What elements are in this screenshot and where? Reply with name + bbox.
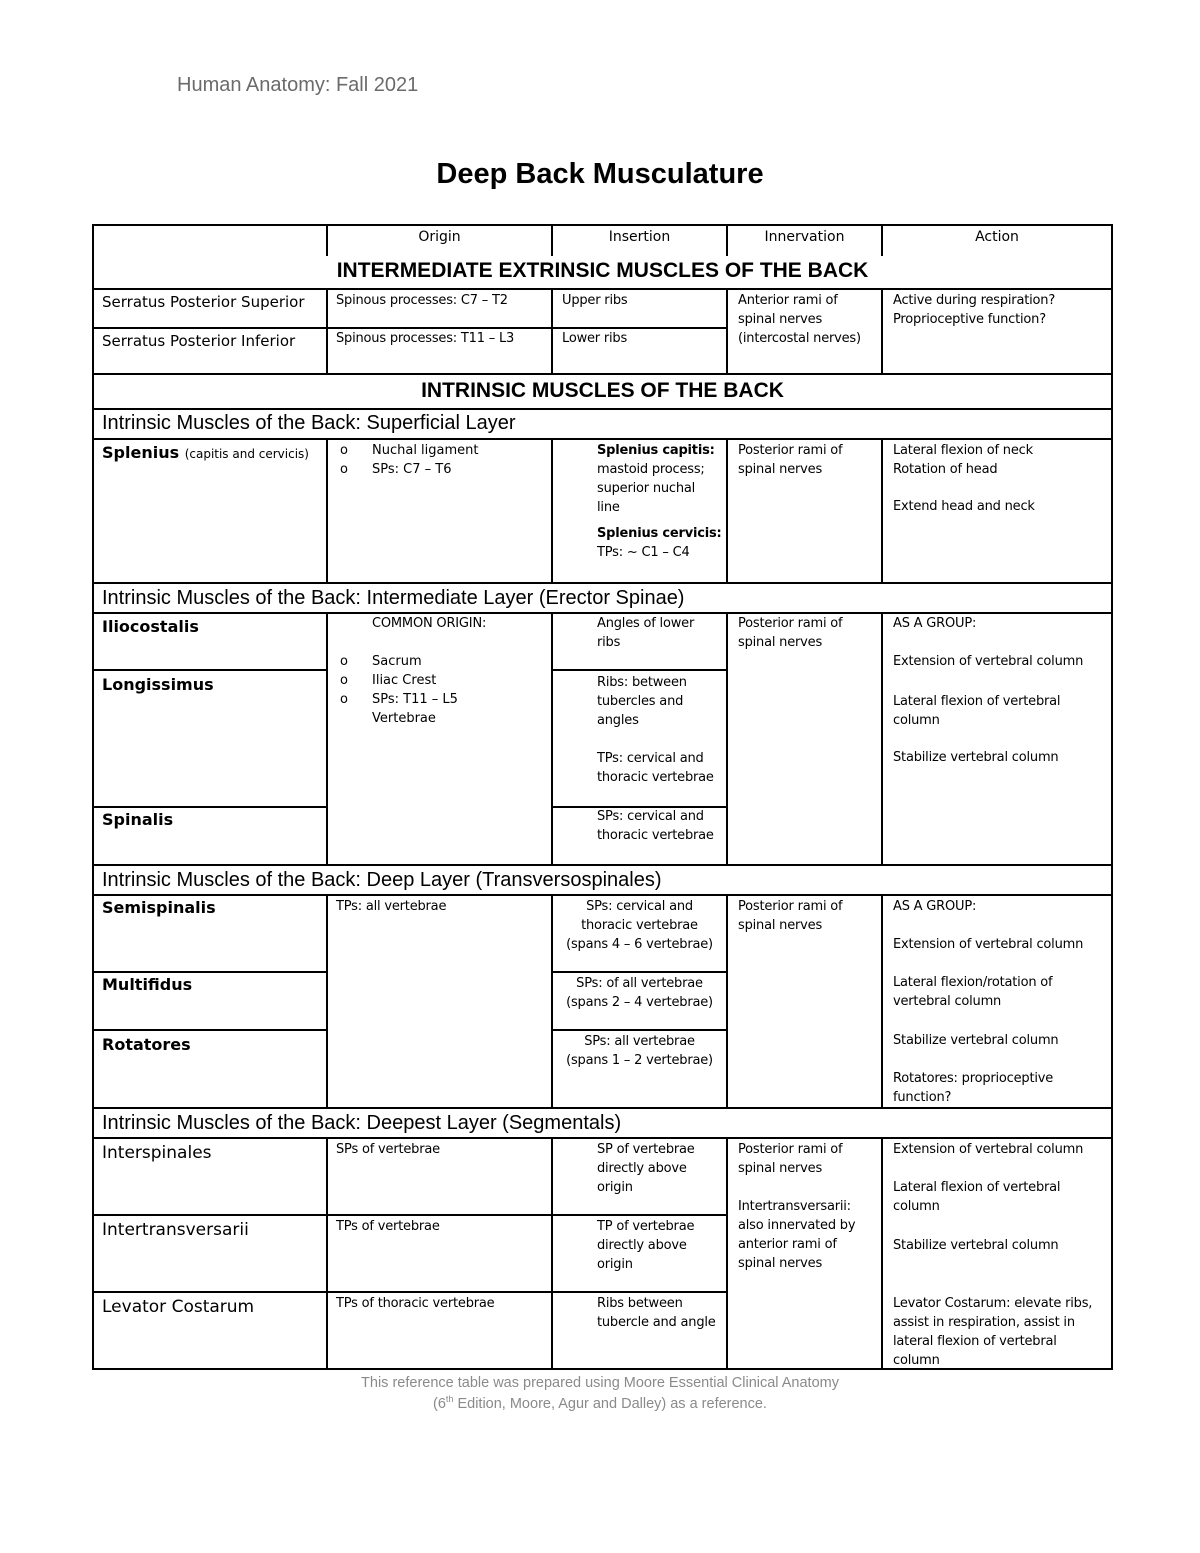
origin-item: Iliac Crest bbox=[372, 673, 437, 688]
page-header: Human Anatomy: Fall 2021 bbox=[177, 74, 419, 96]
action-cell: Extend head and neck bbox=[893, 499, 1035, 514]
rule bbox=[726, 1137, 728, 1370]
innervation-cell: Posterior rami of spinal nerves bbox=[738, 1142, 843, 1176]
layer-heading-deep: Intrinsic Muscles of the Back: Deep Layer (Transversospinales) bbox=[102, 869, 662, 891]
footer-text: Edition, Moore, Agur and Dalley) as a reference. bbox=[453, 1396, 767, 1412]
insertion-cell: SPs: cervical and thoracic vertebrae bbox=[597, 809, 714, 843]
insertion-cell: SPs: all vertebrae (spans 1 – 2 vertebrae) bbox=[566, 1034, 713, 1068]
innervation-cell: Posterior rami of spinal nerves bbox=[738, 616, 843, 650]
rule bbox=[326, 438, 328, 584]
muscle-name: Longissimus bbox=[102, 675, 214, 694]
muscle-name: Interspinales bbox=[102, 1143, 212, 1163]
rule bbox=[92, 408, 1113, 410]
muscle-name: Levator Costarum bbox=[102, 1297, 255, 1317]
insertion-cell: TP of vertebrae directly above origin bbox=[597, 1219, 695, 1272]
rule bbox=[726, 288, 728, 375]
muscle-name-note: (capitis and cervicis) bbox=[184, 447, 309, 461]
action-cell: Extension of vertebral column bbox=[893, 654, 1084, 669]
muscle-name: Spinalis bbox=[102, 810, 174, 829]
origin-cell: SPs of vertebrae bbox=[336, 1142, 440, 1157]
innervation-cell: Posterior rami of spinal nerves bbox=[738, 899, 843, 933]
origin-title: COMMON ORIGIN: bbox=[372, 616, 487, 631]
rule bbox=[726, 894, 728, 1109]
rule bbox=[92, 1029, 328, 1031]
rule bbox=[881, 288, 883, 375]
origin-cell: Spinous processes: T11 – L3 bbox=[336, 331, 515, 346]
action-cell: Levator Costarum: elevate ribs, assist in respiration, assist in lateral flexion of vertebral column bbox=[893, 1296, 1093, 1368]
rule bbox=[551, 669, 728, 671]
rule bbox=[92, 669, 328, 671]
rule bbox=[92, 582, 1113, 584]
insertion-cell: Ribs between tubercle and angle bbox=[597, 1296, 716, 1330]
action-title: AS A GROUP: bbox=[893, 616, 977, 631]
rule bbox=[92, 971, 328, 973]
insertion-cell bbox=[597, 441, 715, 517]
insertion-label: Splenius cervicis: bbox=[597, 526, 722, 541]
insertion-text: mastoid process; superior nuchal line bbox=[597, 462, 705, 515]
action-cell: Lateral flexion of vertebral column bbox=[893, 694, 1061, 728]
muscle-name: Serratus Posterior Superior bbox=[102, 293, 305, 311]
origin-list bbox=[336, 652, 458, 728]
innervation-cell: Intertransversarii: also innervated by anterior rami of spinal nerves bbox=[738, 1199, 856, 1271]
action-cell: Lateral flexion of neck Rotation of head bbox=[893, 443, 1033, 477]
rule bbox=[92, 438, 1113, 440]
origin-cell: TPs of vertebrae bbox=[336, 1219, 440, 1234]
action-cell: Stabilize vertebral column bbox=[893, 750, 1059, 765]
insertion-cell: SPs: of all vertebrae (spans 2 – 4 vertebrae) bbox=[566, 976, 713, 1010]
muscle-name: Iliocostalis bbox=[102, 617, 199, 636]
muscle-name: Rotatores bbox=[102, 1035, 191, 1054]
rule bbox=[726, 612, 728, 866]
bullet-marker: o bbox=[340, 654, 348, 669]
origin-cell: TPs: all vertebrae bbox=[336, 899, 447, 914]
origin-cell: Spinous processes: C7 – T2 bbox=[336, 293, 508, 308]
section-heading-extrinsic: INTERMEDIATE EXTRINSIC MUSCLES OF THE BACK bbox=[336, 259, 869, 282]
muscle-name: Serratus Posterior Inferior bbox=[102, 332, 296, 350]
rule bbox=[92, 1214, 728, 1216]
layer-heading-superficial: Intrinsic Muscles of the Back: Superficial Layer bbox=[102, 412, 516, 434]
insertion-text: TPs: ~ C1 – C4 bbox=[597, 545, 690, 560]
rule bbox=[551, 971, 728, 973]
origin-item: Sacrum bbox=[372, 654, 422, 669]
rule bbox=[92, 806, 328, 808]
column-header-innervation: Innervation bbox=[764, 229, 845, 245]
origin-item: Nuchal ligament bbox=[372, 443, 479, 458]
origin-list bbox=[336, 441, 479, 479]
column-header-action: Action bbox=[975, 229, 1019, 245]
muscle-name-text: Splenius bbox=[102, 443, 180, 462]
muscle-name: Multifidus bbox=[102, 975, 193, 994]
rule bbox=[881, 1137, 883, 1370]
footer-text: (6 bbox=[433, 1396, 446, 1412]
action-cell: Active during respiration? Proprioceptive function? bbox=[893, 293, 1056, 327]
rule bbox=[881, 438, 883, 584]
section-heading-intrinsic: INTRINSIC MUSCLES OF THE BACK bbox=[421, 379, 784, 402]
column-header-origin: Origin bbox=[418, 229, 461, 245]
bullet-marker: o bbox=[340, 692, 348, 707]
action-cell: Stabilize vertebral column bbox=[893, 1033, 1059, 1048]
footer-line-1: This reference table was prepared using Moore Essential Clinical Anatomy bbox=[361, 1375, 839, 1391]
rule bbox=[326, 288, 328, 375]
insertion-cell: SP of vertebrae directly above origin bbox=[597, 1142, 695, 1195]
rule bbox=[551, 1029, 728, 1031]
rule bbox=[92, 373, 1113, 375]
innervation-cell: Anterior rami of spinal nerves (intercostal nerves) bbox=[738, 293, 861, 346]
bullet-marker: o bbox=[340, 443, 348, 458]
rule bbox=[92, 864, 1113, 866]
insertion-cell: SPs: cervical and thoracic vertebrae (spans 4 – 6 vertebrae) bbox=[566, 899, 713, 952]
rule bbox=[881, 612, 883, 866]
action-cell: Extension of vertebral column bbox=[893, 1142, 1084, 1157]
origin-item: SPs: T11 – L5 Vertebrae bbox=[372, 692, 458, 726]
bullet-marker: o bbox=[340, 673, 348, 688]
action-title: AS A GROUP: bbox=[893, 899, 977, 914]
origin-item: SPs: C7 – T6 bbox=[372, 462, 452, 477]
insertion-label: Splenius capitis: bbox=[597, 443, 715, 458]
insertion-cell: Angles of lower ribs bbox=[597, 616, 695, 650]
muscle-name bbox=[102, 443, 309, 462]
rule bbox=[326, 612, 328, 866]
origin-cell: TPs of thoracic vertebrae bbox=[336, 1296, 495, 1311]
insertion-cell: Lower ribs bbox=[562, 331, 628, 346]
rule bbox=[92, 1137, 1113, 1139]
rule bbox=[551, 612, 553, 866]
rule bbox=[551, 288, 553, 375]
rule bbox=[551, 1137, 553, 1370]
action-cell: Lateral flexion of vertebral column bbox=[893, 1180, 1061, 1214]
rule bbox=[326, 894, 328, 1109]
innervation-cell: Posterior rami of spinal nerves bbox=[738, 443, 843, 477]
rule bbox=[92, 288, 1113, 290]
footer-line-2 bbox=[0, 1394, 1200, 1415]
column-header-insertion: Insertion bbox=[608, 229, 671, 245]
layer-heading-deepest: Intrinsic Muscles of the Back: Deepest Layer (Segmentals) bbox=[102, 1112, 622, 1134]
action-cell: Rotatores: proprioceptive function? bbox=[893, 1071, 1054, 1105]
rule bbox=[92, 1291, 728, 1293]
layer-heading-intermediate: Intrinsic Muscles of the Back: Intermediate Layer (Erector Spinae) bbox=[102, 587, 685, 609]
rule bbox=[726, 438, 728, 584]
action-cell: Lateral flexion/rotation of vertebral column bbox=[893, 975, 1053, 1009]
muscle-name: Intertransversarii bbox=[102, 1220, 249, 1240]
rule bbox=[551, 438, 553, 584]
muscle-name: Semispinalis bbox=[102, 898, 216, 917]
rule bbox=[92, 1107, 1113, 1109]
insertion-cell: Upper ribs bbox=[562, 293, 628, 308]
insertion-cell: TPs: cervical and thoracic vertebrae bbox=[597, 751, 714, 785]
bullet-marker: o bbox=[340, 462, 348, 477]
page-title: Deep Back Musculature bbox=[436, 158, 764, 190]
rule bbox=[326, 1137, 328, 1370]
rule bbox=[92, 894, 1113, 896]
insertion-cell bbox=[597, 524, 722, 562]
footer-superscript: th bbox=[445, 1394, 454, 1405]
action-cell: Stabilize vertebral column bbox=[893, 1238, 1059, 1253]
rule bbox=[881, 894, 883, 1109]
insertion-cell: Ribs: between tubercles and angles bbox=[597, 675, 687, 728]
action-cell: Extension of vertebral column bbox=[893, 937, 1084, 952]
